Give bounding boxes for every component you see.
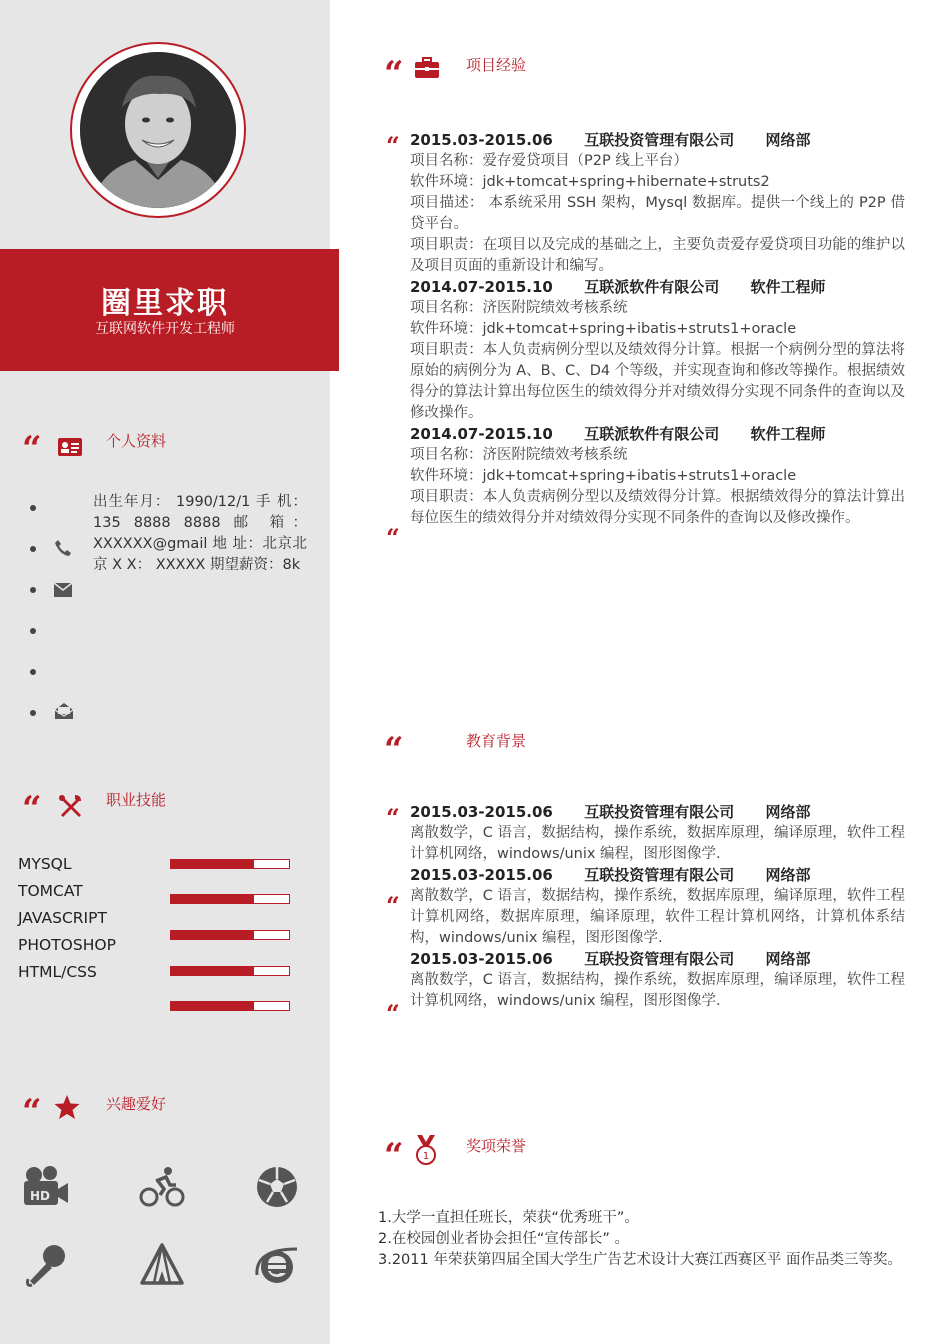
tools-icon: [57, 793, 83, 819]
section-title-skills: 职业技能: [106, 791, 167, 809]
project-line: 软件环境：jdk+tomcat+spring+ibatis+struts1+oracle: [410, 321, 797, 337]
mail-icon: [54, 583, 72, 597]
skill-bar: [170, 930, 290, 940]
candidate-role: 互联网软件开发工程师: [95, 321, 235, 337]
award-item: 3.2011 年荣获第四届全国大学生广告艺术设计大赛江西赛区平 面作品类三等奖。: [378, 1252, 902, 1268]
project-line: 项目名称：济医附院绩效考核系统: [410, 447, 628, 463]
quote-mark-icon: “: [384, 1136, 401, 1176]
project-header: 2015.03-2015.06 互联投资管理有限公司 网络部: [410, 131, 811, 149]
skill-bar-fill: [171, 931, 254, 939]
project-header: 2014.07-2015.10 互联派软件有限公司 软件工程师: [410, 425, 826, 443]
skill-label: HTML/CSS: [18, 963, 97, 981]
quote-mark-icon: “: [22, 789, 39, 829]
star-icon: [54, 1094, 80, 1120]
quote-mark-icon: “: [386, 803, 397, 832]
skill-label: PHOTOSHOP: [18, 936, 116, 954]
section-title-hobbies: 兴趣爱好: [106, 1095, 167, 1113]
education-entry: [410, 802, 905, 865]
skill-bar: [170, 1001, 290, 1011]
section-title-personal: 个人资料: [106, 432, 167, 450]
quote-mark-icon: “: [386, 999, 397, 1028]
project-line: 软件环境：jdk+tomcat+spring+hibernate+struts2: [410, 174, 770, 190]
education-list: [410, 802, 905, 1012]
quote-mark-icon: “: [386, 891, 397, 920]
section-title-education: 教育背景: [466, 732, 527, 750]
skill-bar: [170, 859, 290, 869]
soccer-ball-icon: [253, 1163, 301, 1211]
bullet-dot: [30, 628, 36, 634]
quote-mark-icon: “: [386, 131, 397, 160]
education-line: 离散数学，C 语言，数据结构，操作系统，数据库原理，编译原理，软件工程计算机网络，数据库原理，编译原理，软件工程计算机网络，计算机体系结构，windows/unix 编程，图形图像学.: [410, 888, 905, 946]
quote-mark-icon: “: [22, 429, 39, 469]
section-title-projects: 项目经验: [466, 56, 527, 74]
skill-bar-fill: [171, 860, 254, 868]
profile-photo-ring: [70, 42, 246, 218]
quote-mark-icon: “: [22, 1092, 39, 1132]
sidebar: [0, 0, 330, 1344]
medal-icon: [414, 1134, 438, 1166]
skill-bar: [170, 894, 290, 904]
skill-bar-fill: [171, 1002, 254, 1010]
briefcase-icon: [414, 57, 440, 79]
project-entry: [410, 130, 905, 277]
skill-bar-fill: [171, 895, 254, 903]
education-header: 2015.03-2015.06 互联投资管理有限公司 网络部: [410, 866, 811, 884]
awards-list: [378, 1208, 908, 1271]
education-header: 2015.03-2015.06 互联投资管理有限公司 网络部: [410, 803, 811, 821]
education-entry: [410, 865, 905, 949]
project-line: 项目职责：本人负责病例分型以及绩效得分计算。根据一个病例分型的算法将原始的病例分为 A、B、C、D4 个等级，并实现查询和修改等操作。根据绩效得分的算法计算出每位医生的绩效得分并对绩效得分实现不同条件的查询以及修改操作。: [410, 342, 905, 421]
project-line: 项目职责：在项目以及完成的基础之上，主要负责爱存爱贷项目功能的维护以及项目页面的重新设计和编写。: [410, 237, 905, 274]
browser-icon: [253, 1241, 301, 1289]
project-entry: [410, 424, 905, 529]
bullet-dot: [30, 505, 36, 511]
bullet-dot: [30, 669, 36, 675]
quote-mark-icon: “: [384, 54, 401, 94]
section-title-awards: 奖项荣誉: [466, 1137, 527, 1155]
bullet-dot: [30, 710, 36, 716]
candidate-name: 圈里求职: [101, 286, 229, 321]
education-line: 离散数学，C 语言，数据结构，操作系统，数据库原理，编译原理，软件工程计算机网络，windows/unix 编程，图形图像学.: [410, 825, 905, 862]
education-line: 离散数学，C 语言，数据结构，操作系统，数据库原理，编译原理，软件工程计算机网络，windows/unix 编程，图形图像学.: [410, 972, 905, 1009]
project-line: 项目名称：爱存爱贷项目（P2P 线上平台）: [410, 153, 688, 169]
svg-text:HD: HD: [30, 1189, 51, 1203]
profile-photo: [80, 52, 236, 208]
skill-bar: [170, 966, 290, 976]
project-line: 软件环境：jdk+tomcat+spring+ibatis+struts1+oracle: [410, 468, 797, 484]
skill-label: MYSQL: [18, 855, 72, 873]
project-entry: [410, 277, 905, 424]
bullet-dot: [30, 546, 36, 552]
id-card-icon: [57, 437, 83, 457]
svg-text:1: 1: [422, 1151, 430, 1162]
bullet-dot: [30, 587, 36, 593]
project-line: 项目职责：本人负责病例分型以及绩效得分计算。根据绩效得分的算法计算出每位医生的绩效得分并对绩效得分实现不同条件的查询以及修改操作。: [410, 489, 905, 526]
skill-bar-fill: [171, 967, 254, 975]
project-line: 项目描述： 本系统采用 SSH 架构，Mysql 数据库。提供一个线上的 P2P 借贷平台。: [410, 195, 905, 232]
award-item: 1.大学一直担任班长，荣获“优秀班干”。: [378, 1210, 639, 1226]
skill-label: TOMCAT: [18, 882, 83, 900]
cycling-icon: [138, 1163, 186, 1211]
education-header: 2015.03-2015.06 互联投资管理有限公司 网络部: [410, 950, 811, 968]
project-header: 2014.07-2015.10 互联派软件有限公司 软件工程师: [410, 278, 826, 296]
skill-label: JAVASCRIPT: [18, 909, 107, 927]
phone-icon: [54, 539, 72, 557]
quote-mark-icon: “: [384, 730, 401, 770]
microphone-icon: [22, 1241, 70, 1289]
tent-icon: [138, 1241, 186, 1289]
envelope-open-icon: [54, 702, 74, 720]
hd-camera-icon: [22, 1163, 70, 1211]
quote-mark-icon: “: [386, 523, 397, 552]
award-item: 2.在校园创业者协会担任“宣传部长” 。: [378, 1231, 629, 1247]
project-line: 项目名称：济医附院绩效考核系统: [410, 300, 628, 316]
education-entry: [410, 949, 905, 1012]
project-list: [410, 130, 905, 529]
personal-details: 出生年月： 1990/12/1 手 机： 135 8888 8888 邮 箱：XXXXXX@gmail 地 址：北京北京 X X： XXXXX 期望薪资：8k: [93, 494, 307, 573]
